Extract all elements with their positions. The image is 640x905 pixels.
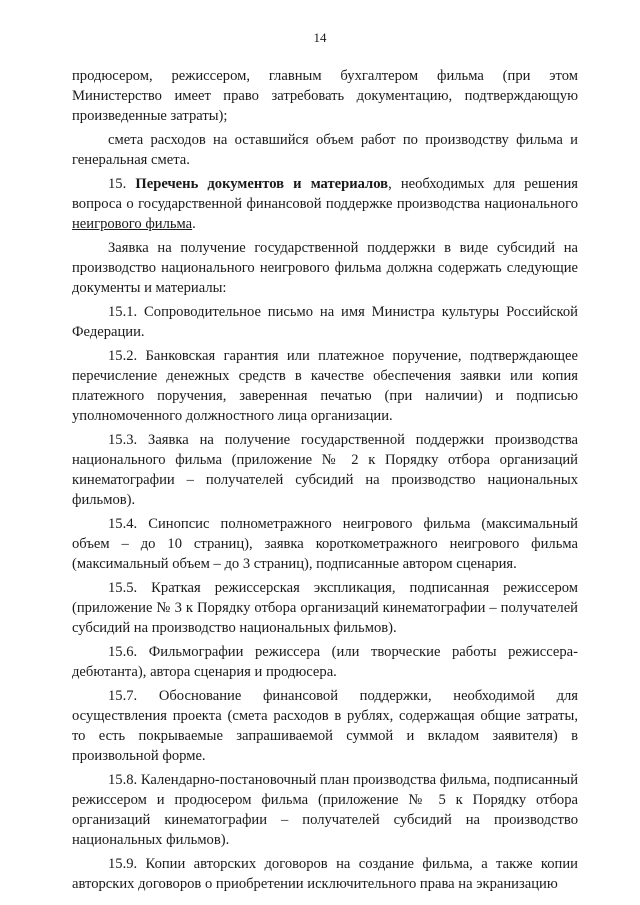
section-15-intro: Заявка на получение государственной поддержки в виде субсидий на производство национального неигрового фильма должна содержать следующие документы и материалы:	[72, 240, 578, 296]
list-item-15-9: 15.9. Копии авторских договоров на создание фильма, а также копии авторских договоров о приобретении исключительного права на экранизацию	[72, 856, 578, 892]
list-item-15-1: 15.1. Сопроводительное письмо на имя Министра культуры Российской Федерации.	[72, 304, 578, 340]
list-item-15-7: 15.7. Обоснование финансовой поддержки, необходимой для осуществления проекта (смета расходов в рублях, содержащая общие затраты, то есть покрываемые запрашиваемой суммой и вкладом заявителя) в произвольной форме.	[72, 688, 578, 764]
paragraph-continuation: продюсером, режиссером, главным бухгалтером фильма (при этом Министерство имеет право затребовать документацию, подтверждающую произведенные затраты);	[72, 68, 578, 124]
section-15-text: , необходимых для решения вопроса о государственной финансовой поддержке производства национального	[72, 176, 578, 212]
list-item-15-5: 15.5. Краткая режиссерская экспликация, подписанная режиссером (приложение № 3 к Порядку отбора организаций кинематографии – получателей субсидий на производство национальных фильмов).	[72, 580, 578, 636]
list-item-15-2: 15.2. Банковская гарантия или платежное поручение, подтверждающее перечисление денежных средств в качестве обеспечения заявки или копия платежного поручения, заверенная печатью (при наличии) и подписью уполномоченного должностного лица организации.	[72, 348, 578, 424]
list-item-15-6: 15.6. Фильмографии режиссера (или творческие работы режиссера-дебютанта), автора сценария и продюсера.	[72, 644, 578, 680]
list-item-15-3: 15.3. Заявка на получение государственной поддержки производства национального фильма (приложение № 2 к Порядку отбора организаций кинематографии – получателей субсидий на производство национальных фильмов).	[72, 432, 578, 508]
list-item-15-8: 15.8. Календарно-постановочный план производства фильма, подписанный режиссером и продюсером фильма (приложение № 5 к Порядку отбора организаций кинематографии – получателей субсидий на производство национальных фильмов).	[72, 772, 578, 848]
page-number: 14	[313, 30, 327, 45]
section-15-number: 15.	[108, 176, 127, 192]
paragraph-estimate: смета расходов на оставшийся объем работ по производству фильма и генеральная смета.	[72, 132, 578, 168]
list-item-15-4: 15.4. Синопсис полнометражного неигрового фильма (максимальный объем – до 10 страниц), заявка короткометражного неигрового фильма (максимальный объем – до 3 страниц), подписанные автором сценария.	[72, 516, 578, 572]
section-15-end: .	[192, 216, 196, 232]
document-body	[72, 66, 578, 898]
section-15-title: Перечень документов и материалов	[135, 176, 389, 192]
section-15-underlined: неигрового фильма	[72, 216, 193, 232]
section-15-heading	[72, 174, 578, 234]
